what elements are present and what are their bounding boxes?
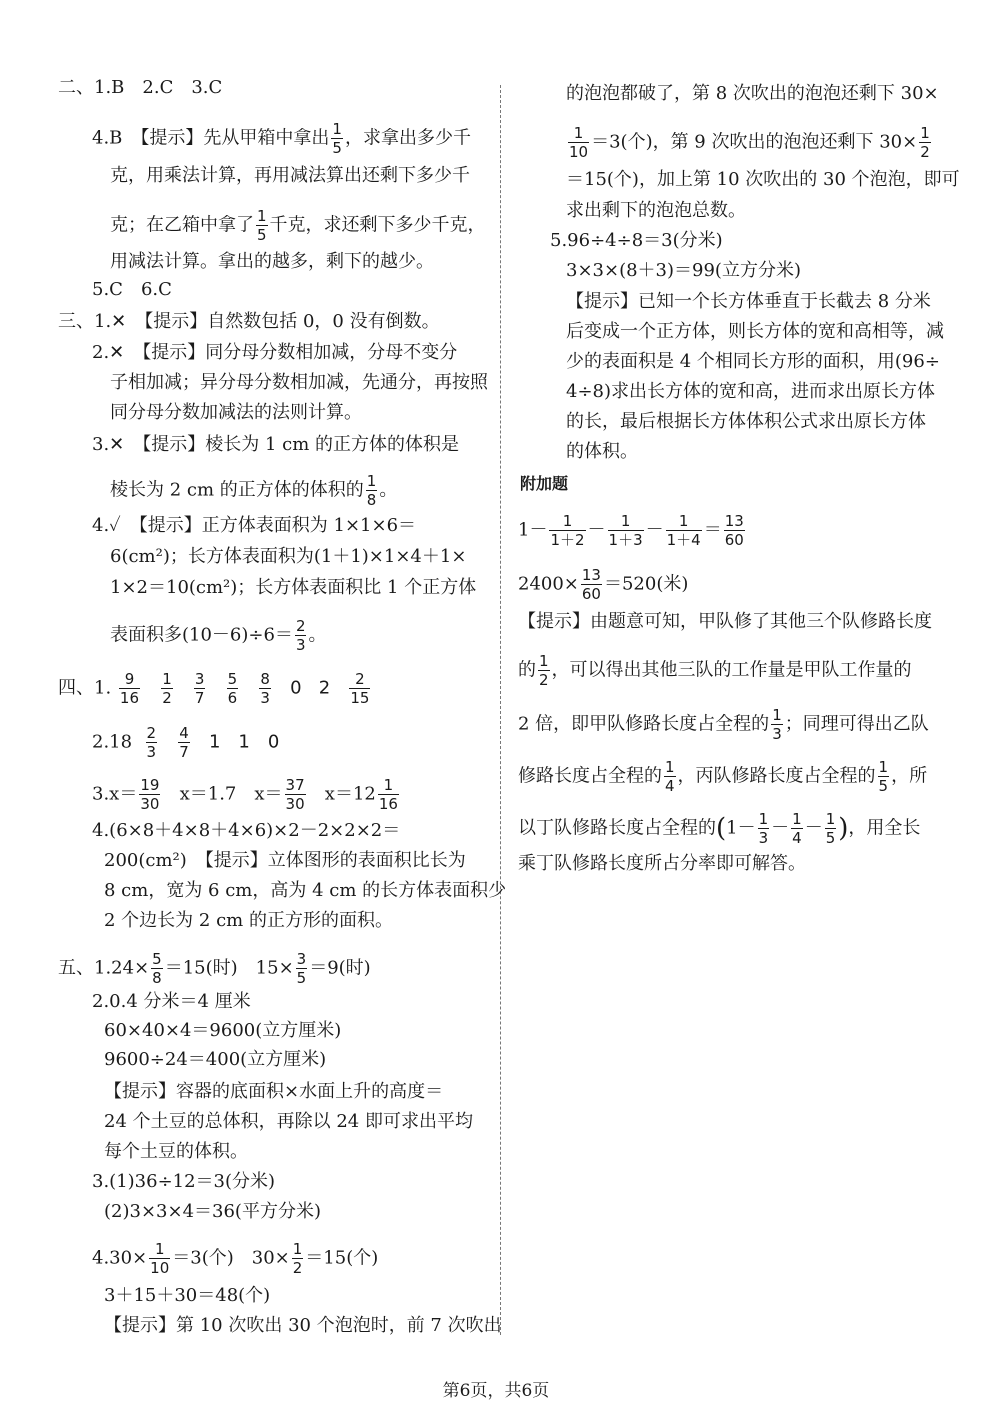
s5-q2-line2: 60×40×4＝9600(立方厘米) [104,1020,342,1041]
s4-q4-line4: 2 个边长为 2 cm 的正方形的面积。 [104,910,393,931]
s3-q2-line3: 同分母分数加减法的法则计算。 [110,402,362,423]
r-line5: 5.96÷4÷8＝3(分米) [550,230,723,251]
hint-line4: 修路长度占全程的 $\frac{1}{4}$ ，丙队修路长度占全程的 $\frac{1}{5}$ ，所 [518,758,928,795]
s4-q4-line1: 4.(6×8＋4×8＋4×6)×2－2×2×2＝ [92,820,401,841]
r-line10: 4÷8)求出长方体的宽和高，进而求出原长方体 [566,381,936,402]
fraction: $\frac{13}{60}$ [581,566,601,603]
r-line6: 3×3×(8＋3)＝99(立方分米) [566,260,801,281]
fraction: $\frac{1}{2}$ [539,652,549,689]
r-line11: 的长，最后根据长方体体积公式求出原长方体 [566,411,926,432]
fraction: $\frac{1}{2}$ [162,670,172,707]
fraction: $\frac{1}{8}$ [366,472,377,509]
fraction: $\frac{1}{16}$ [378,776,398,813]
column-divider [500,85,501,1335]
fraction: $\frac{1}{5}$ [332,120,342,157]
s3-q4-line4: 表面积多(10－6)÷6＝ $\frac{2}{3}$ 。 [110,617,327,654]
hint-line2: 的 $\frac{1}{2}$ ，可以得出其他三队的工作量是甲队工作量的 [518,652,912,689]
s3-q3-line1: 3.✕ 【提示】棱长为 1 cm 的正方体的体积是 [92,434,460,455]
fraction: $\frac{19}{30}$ [140,776,160,813]
s5-q4-line1: 4.30× $\frac{1}{10}$ ＝3(个) 30× $\frac{1}{2}$ ＝15(个) [92,1240,379,1277]
fraction: $\frac{5}{8}$ [152,950,162,987]
fraction: $\frac{3}{7}$ [194,670,205,707]
s4-q3: 3.x＝ $\frac{19}{30}$ x＝1.7 x＝ $\frac{37}{30}$ x＝12 $\frac{1}{16}$ [92,776,398,813]
fraction: $\frac{1}{2}$ [920,124,930,161]
s5-q2-line4: 【提示】容器的底面积×水面上升的高度＝ [104,1081,444,1102]
fraction: $\frac{1}{2}$ [292,1240,303,1277]
fraction: $\frac{9}{16}$ [119,670,140,707]
s2-q4-line1: 4.B 【提示】先从甲箱中拿出 $\frac{1}{5}$ ，求拿出多少千 [92,120,471,157]
fraction: $\frac{1}{5}$ [878,758,889,795]
extra-title: 附加题 [520,474,569,493]
r-line8: 后变成一个正方体，则长方体的宽和高相等，减 [566,321,944,342]
s5-q2-line6: 每个土豆的体积。 [104,1141,248,1162]
fraction: $\frac{1}{5}$ [825,810,836,847]
s5-q2-line3: 9600÷24＝400(立方厘米) [104,1049,327,1070]
s4-q4-line2: 200(cm²) 【提示】立体图形的表面积比长为 [104,850,466,871]
s2-q4-line3: 克；在乙箱中拿了 $\frac{1}{5}$ 千克，求还剩下多少千克， [110,207,486,244]
s5-q4-line3: 【提示】第 10 次吹出 30 个泡泡时，前 7 次吹出 [104,1315,502,1336]
fraction: $\frac{1}{1+2}$ [550,512,585,549]
r-line7: 【提示】已知一个长方体垂直于长截去 8 分米 [566,291,931,312]
fraction: $\frac{1}{1+4}$ [666,512,701,549]
fraction: $\frac{1}{10}$ [569,124,589,161]
s5-q3-line1: 3.(1)36÷12＝3(分米) [92,1171,276,1192]
fraction: $\frac{1}{4}$ [665,758,675,795]
s3-q4-line1: 4.✓ 【提示】正方体表面积为 1×1×6＝ [92,515,417,536]
s3-q3-line2: 棱长为 2 cm 的正方体的体积的 $\frac{1}{8}$ 。 [110,472,398,509]
r-line12: 的体积。 [566,441,638,462]
hint-line1: 【提示】由题意可知，甲队修了其他三个队修路长度 [518,611,932,632]
hint-line3: 2 倍，即甲队修路长度占全程的 $\frac{1}{3}$ ；同理可得出乙队 [518,706,929,743]
page-footer: 第6页，共6页 [442,1381,550,1401]
s2-q4-line4: 用减法计算。拿出的越多，剩下的越少。 [110,251,434,272]
s3-q2-line1: 2.✕ 【提示】同分母分数相加减，分母不变分 [92,342,458,363]
fraction: $\frac{3}{5}$ [296,950,307,987]
s5-q4-line2: 3＋15＋30＝48(个) [104,1285,271,1306]
fraction: $\frac{8}{3}$ [260,670,270,707]
s3-q1: 三、1.✕ 【提示】自然数包括 0，0 没有倒数。 [58,311,440,332]
extra-eq2: 2400× $\frac{13}{60}$ ＝520(米) [518,566,689,603]
fraction: $\frac{37}{30}$ [285,776,305,813]
fraction: $\frac{13}{60}$ [724,512,744,549]
s5-q2-line5: 24 个土豆的总体积，再除以 24 即可求出平均 [104,1111,473,1132]
s2-answers-1: 二、1.B 2.C 3.C [58,77,223,98]
fraction: $\frac{2}{3}$ [295,617,306,654]
s5-q3-line2: (2)3×3×4＝36(平方分米) [104,1201,321,1222]
s4-q4-line3: 8 cm，宽为 6 cm，高为 4 cm 的长方体表面积少 [104,880,507,901]
r-line9: 少的表面积是 4 个相同长方形的面积，用(96÷ [566,351,940,372]
s4-q2: 2.18 $\frac{2}{3}$ $\frac{4}{7}$ 1 1 0 [92,724,280,761]
s3-q4-line2: 6(cm²)；长方体表面积为(1＋1)×1×4＋1× [110,546,467,567]
fraction: $\frac{1}{10}$ [150,1240,170,1277]
r-line2: $\frac{1}{10}$ ＝3(个)，第 9 次吹出的泡泡还剩下 30× $\frac{1}{2}$ [569,124,930,161]
fraction: $\frac{1}{1+3}$ [608,512,643,549]
hint-line6: 乘丁队修路长度所占分率即可解答。 [518,853,806,874]
fraction: $\frac{2}{3}$ [146,724,157,761]
s3-q2-line2: 子相加减；异分母分数相加减，先通分，再按照 [110,372,488,393]
s3-q4-line3: 1×2＝10(cm²)；长方体表面积比 1 个正方体 [110,577,477,598]
s4-q1: 四、1. $\frac{9}{16}$ $\frac{1}{2}$ $\frac{3}{7}$ $\frac{5}{6}$ $\frac{8}{3}$ 0 2 $\frac{2}{15}$ [58,670,370,707]
hint-line5: 以丁队修路长度占全程的(1－ $\frac{1}{3}$ － $\frac{1}{4}$ － $\frac{1}{5}$ )，用全长 [518,810,921,847]
fraction: $\frac{1}{5}$ [257,207,267,244]
r-line4: 求出剩下的泡泡总数。 [566,200,746,221]
s5-q2-line1: 2.0.4 分米＝4 厘米 [92,991,251,1012]
s5-q1: 五、1.24× $\frac{5}{8}$ ＝15(时) 15× $\frac{3}{5}$ ＝9(时) [58,950,371,987]
fraction: $\frac{4}{7}$ [179,724,189,761]
fraction: $\frac{2}{15}$ [350,670,370,707]
r-line1: 的泡泡都破了，第 8 次吹出的泡泡还剩下 30× [566,83,939,104]
fraction: $\frac{1}{4}$ [792,810,802,847]
s2-answers-5: 5.C 6.C [92,279,172,300]
fraction: $\frac{1}{3}$ [758,810,769,847]
r-line3: ＝15(个)，加上第 10 次吹出的 30 个泡泡，即可 [566,169,960,190]
extra-eq1: 1－ $\frac{1}{1+2}$ － $\frac{1}{1+3}$ － $\frac{1}{1+4}$ ＝ $\frac{13}{60}$ [518,512,744,549]
fraction: $\frac{1}{3}$ [772,706,782,743]
fraction: $\frac{5}{6}$ [227,670,238,707]
s2-q4-line2: 克，用乘法计算，再用减法算出还剩下多少千 [110,165,470,186]
